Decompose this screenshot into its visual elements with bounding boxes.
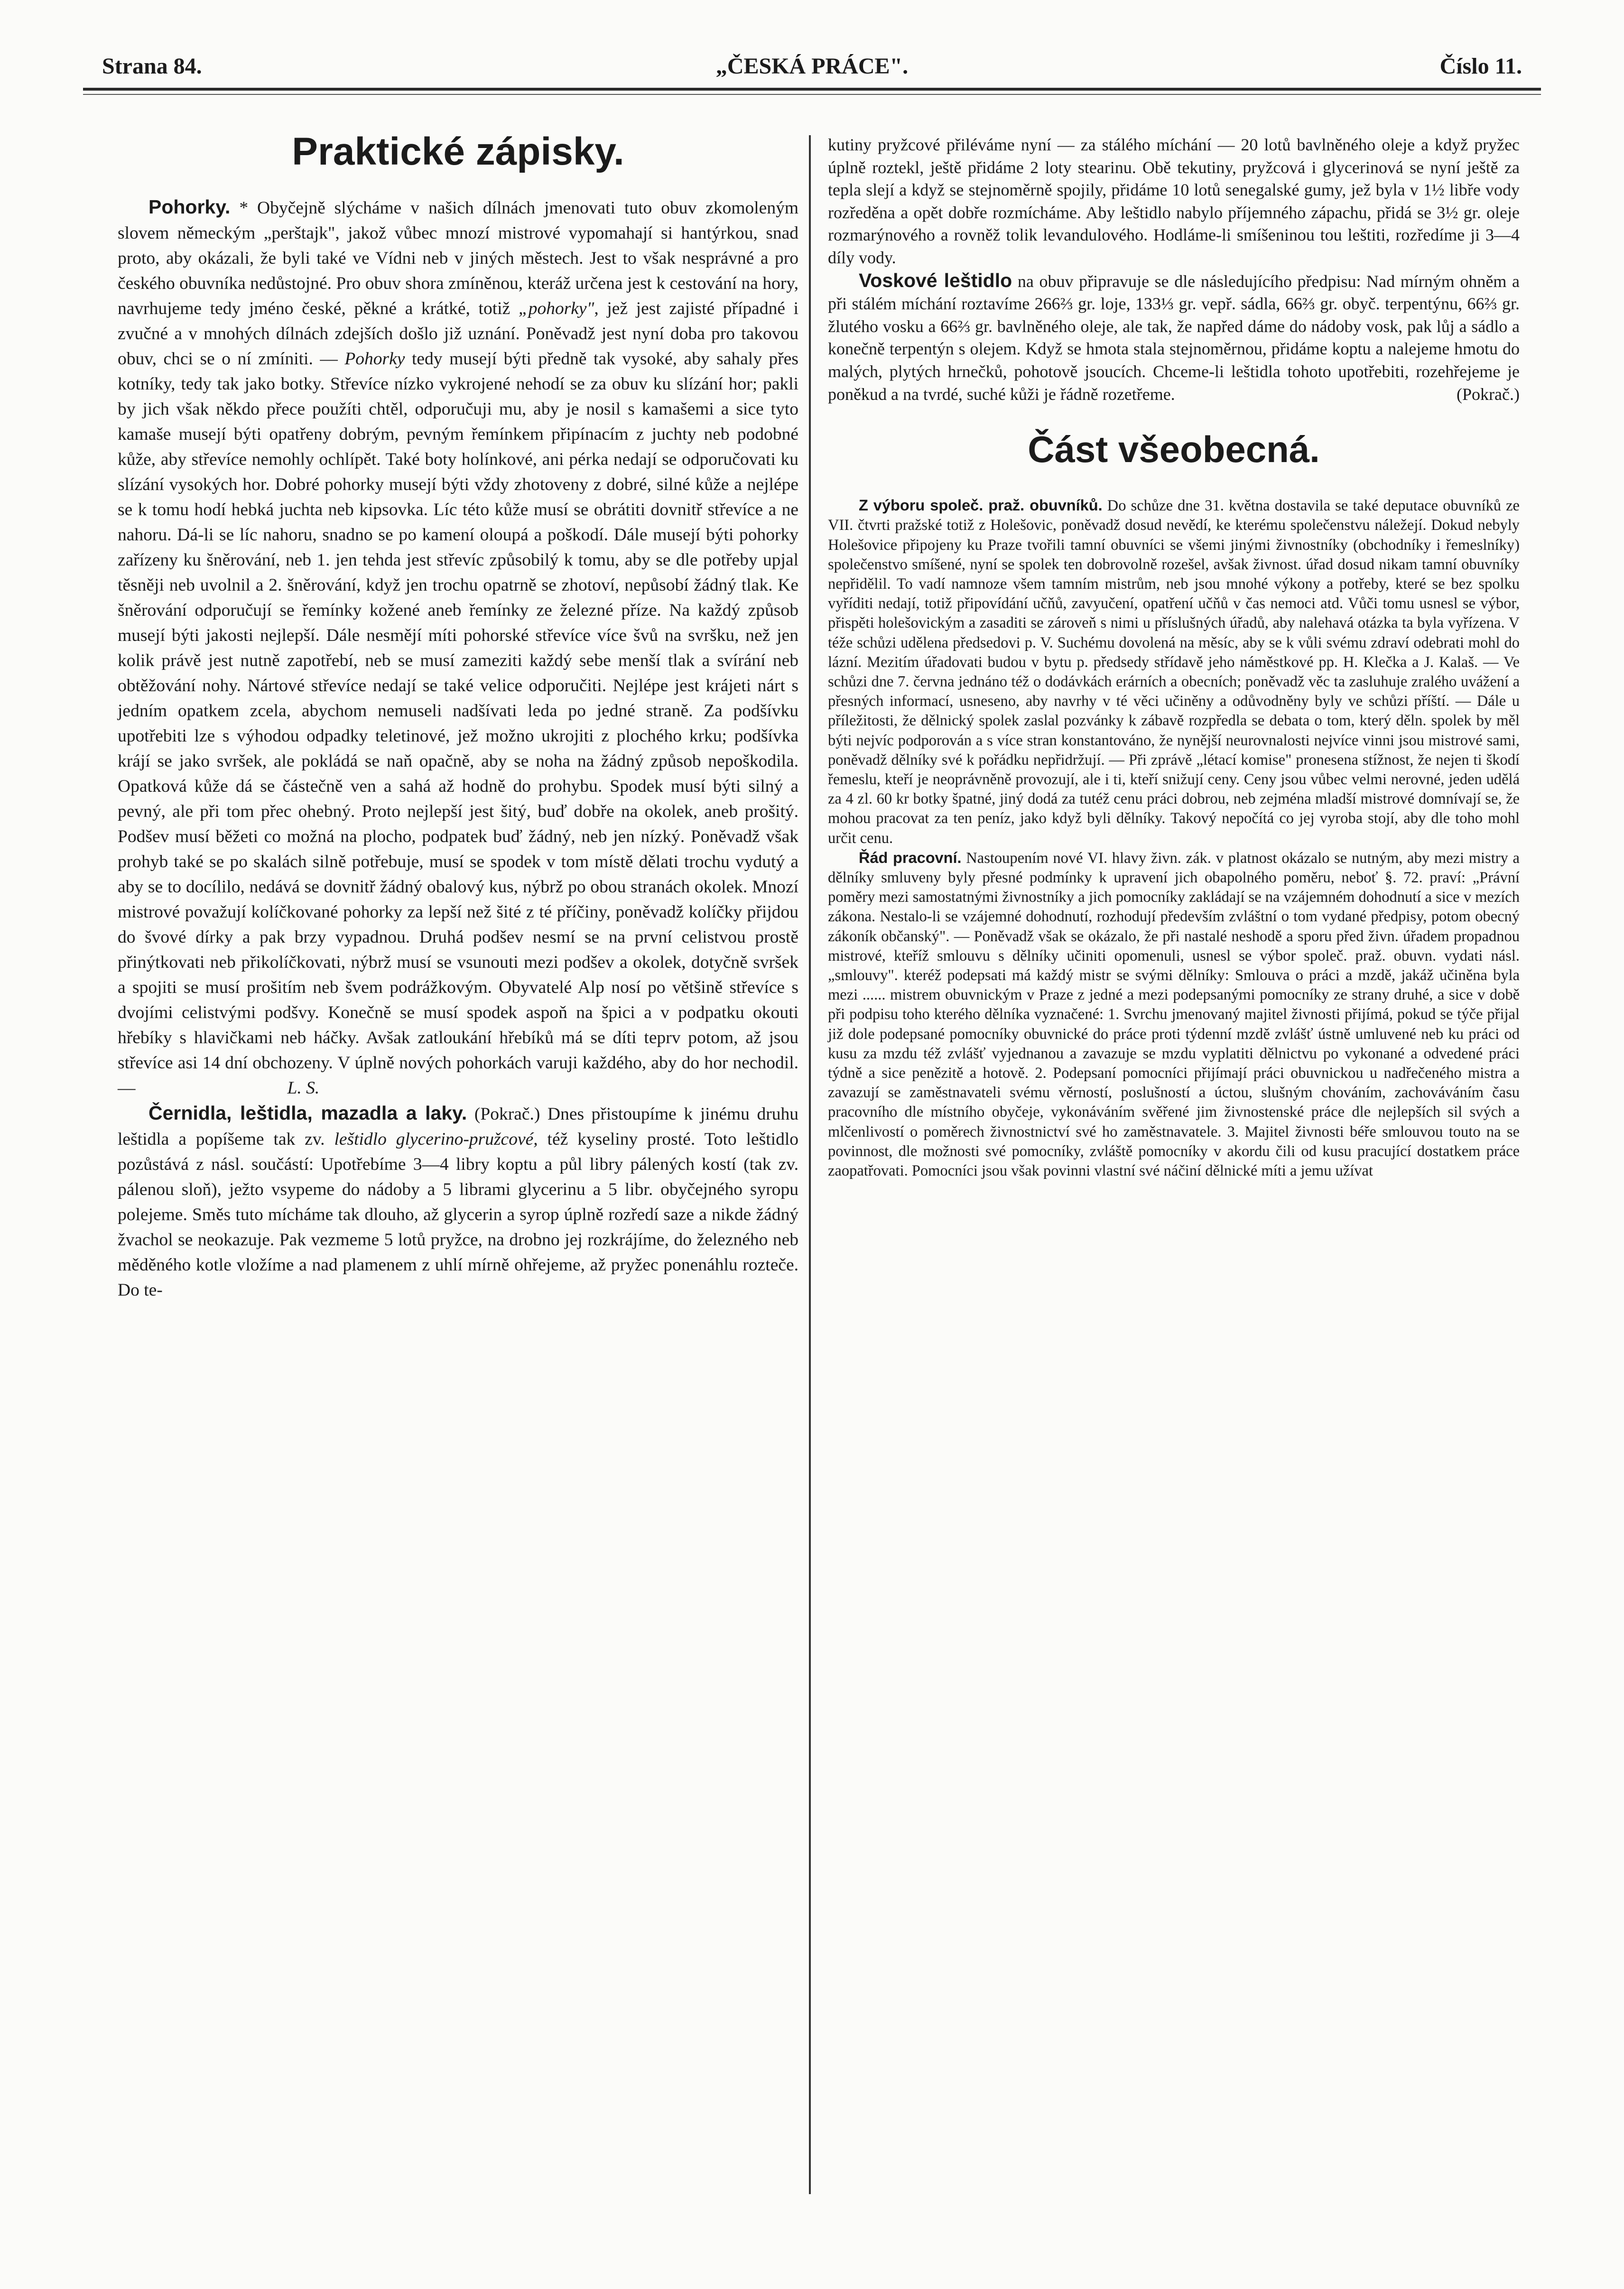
article-emphasis: Pohorky — [344, 349, 405, 369]
article-lead-voskove: Voskové leštidlo — [859, 269, 1012, 291]
article-text: též kyseliny prosté. Toto leštidlo pozůstává z násl. součástí: Upotřebíme 3—4 libry koptu a půl libry pálených kostí (tak zv. pálenou sloň), ježto vsypeme do nádoby a 5 librami glycerinu a 5 libr. obyčejného syropu polejeme. Směs tuto mícháme tak dlouho, až glycerin a syrop úplně rozředí saze a nikde žádný žvachol se neokazuje. Pak vezmeme 5 lotů pryžce, na drobno jej rozkrájíme, do železného neb měděného kotle vložíme a nad plamenem z uhlí mírně ohřejeme, až pryžec ponenáhlu roztеče. Do te- — [118, 1130, 798, 1300]
article-continuation: kutiny pryžcové přiléváme nyní — za stálého míchání — 20 lotů bavlněného oleje a když pryžec úplně roztekl, ještě přidáme 2 loty stearinu. Obě tekutiny, pryžcová i glycerinová se nyní ještě za tepla slejí a když se stejnoměrně spojily, přidáme 10 lotů senegalské gumy, jež byla v 1½ libře vody rozředěna a opět dobře rozmícháme. Aby leštidlo nabylo příjemného zápachu, přidá se 3½ gr. oleje rozmarýnového a rovněž tolik levandulového. Hodláme-li smíšeninou tou leštiti, rozředíme ji 3—4 díly vody. — [828, 135, 1520, 267]
article-text: * Obyčejně slýcháme v našich dílnách jmenovati tuto obuv zkomoleným slovem německým „perštajk", jakož vůbec mnozí mistrové vypomahají si hantýrkou, snad proto, aby okázali, že byli také ve Vídni neb v jiných městech. Jest to však nesprávné a pro českého obuvníka nedůstojné. Pro obuv shora zmíněnou, kteráž určena jest k cestování na hory, navrhujeme tedy jméno české, pěkné a krátké, totiž — [118, 198, 798, 318]
header-rule-thick — [83, 88, 1541, 91]
article-lead-cernidla: Černidla, leštidla, mazadla a laky. — [148, 1102, 467, 1124]
article-voskove — [828, 269, 1520, 406]
article-text: tedy musejí býti předně tak vysoké, aby sahaly přes kotníky, tedy tak jako botky. Střevíce nízko vykrojené nehodí se za obuv ku slízání hor; pakli by jich však někdo přece použíti chtěl, odporučuji mu, aby je nosil s kamašemi a sice tyto kamaše musejí býti opatřeny dobrým, pevným řemínkem připínacím z juchty neb podobné kůže, aby střevíce nemohly ochlípět. Také boty holínkové, ani pérka nedají se odporučovati ku slízání vysokých hor. Dobré pohorky musejí býti vždy zhotoveny z dobré, silné kůže a nejlépe se k tomu hodí hebká juchta neb kipsovka. Líc této kůže musí se obrátiti dovnitř střevíce a ne nahoru. Dá-li se líc nahoru, snadno se po kamení oloupá a poškodí. Dále musejí býti pohorky zařízeny ku šněrování, neb 1. jen tehda jest střevíc způsobilý k tomu, aby se dle potřeby upjal těsněji neb uvolnil a 2. šněrování, když jen trochu opatrně se zhotoví, nepůsobí žádný tlak. Ke šněrování odporučují se řemínky kožené aneb řemínky ze železné příze. Na každý způsob musejí býti jakosti nejlepší. Dále nesmějí míti pohorské střevíce více švů na svršku, než jen kolik právě jest nutně zapotřebí, neb se musí zameziti každý sebe menší tlak a svírání neb obtěžování nohy. Nártové střevíce nedají se také velice odporučiti. Nejlépe jest krájeti nárt s jedním opatkem zcela, abychom nemuseli nadšívati leda po jedné straně. Za podšívku upotřebiti lze s výhodou odpadky teletinové, jež možno ukrojiti z plochého krku; podšívka krájí se jako svršek, ale pokládá se naň opačně, aby se noha na žádný způsob nepoškodila. Opatková kůže dá se částečně ven a sahá až hodně do prohybu. Spodek musí býti silný a pevný, ale při tom přec ohebný. Proto nejlepší jest šitý, buď dobře na okolek, aneb prošitý. Podšev musí běžeti co možná na plocho, podpatek buď žádný, neb jen nízký. Poněvadž však prohyb také se po skalách silně potřebuje, musí se spodek v tom místě dělati trochu vydutý a aby se to docílilo, nedává se dovnitř žádný obalový kus, nýbrž po obou stranách okolek. Mnozí mistrové považují kolíčkované pohorky za lepší než šité z té příčiny, poněvadž kolíčky přijdou do švové dírky a pak brzy vypadnou. Druhá podšev nesmí se na první celistvou prostě přinýtkovati neb přikolíčkovati, nýbrž musí se vsunouti mezi podšev a okolek, dotyčně svršek a spojiti se musí prošitím neb švem podrážkovým. Obyvatelé Alp nosí po většině střevíce s dvojími celistvými podšvy. Konečně se musí spodek aspoň na špici a v podpatku okouti hřebíky s hlavičkami neb háčky. Avšak zatloukání hřebíků má se díti teprv potom, až jsou střevíce asi 14 dní obchozeny. V úplně nových pohorkách varuji každého, aby do hor nechodil. — — [118, 349, 798, 1098]
article-vybor — [828, 496, 1520, 848]
header-rule-thin — [83, 94, 1541, 95]
section-title-vseobecna: Část všeobecná. — [1028, 428, 1320, 471]
column-divider — [809, 135, 811, 2194]
general-section-body — [828, 496, 1520, 1181]
author-signature: L. S. — [287, 1078, 320, 1098]
page-number: Strana 84. — [102, 54, 202, 79]
right-column — [828, 134, 1520, 1181]
article-text: Do schůze dne 31. května dostavila se také deputace obuvníků ze VII. čtvrti pražské totiž z Holešovic, poněvadž dosud nevědí, ke kterému společenstvu náležejí. Dokud nebyly Holešovice připojeny ku Praze tvořili tamní obuvníci se všemi jinými živnostníky (obchodníky i řemeslníky) společenstvo smíšené, nyní se spolek ten dobrovolně rozešel, avšak živnost. úřad dosud nikam tamní obuvníky nepřidělil. To vadí namnoze všem tamním mistrům, neb jsou mnohé výkony a potřeby, které se bez spolku vyříditi nedají, totiž připovídání učňů, zavyučení, opatření učňů v čas nemoci atd. Vůči tomu usnesl se výbor, přispěti holešovickým a zasaditi se zároveň s nimi u příslušných úřadů, aby nalehavá otázka ta byla vyřízena. V téže schůzi udělena předsedovi p. V. Suchému dovolená na měsíc, aby se k vůli svému zdraví odebrati mohl do lázní. Mezitím úřadovati budou v bytu p. předsedy střídavě jeho náměstkové pp. H. Klečka a J. Kalaš. — Ve schůzi dne 7. června jednáno též o dodávkách erárních a obecních; poněvadž věc ta zasluhuje zralého uvážení a přesných informací, usneseno, aby navrhy v té věci učiněny a odůvodněny byly ve schůzi příští. — Dále u příležitosti, že dělnický spolek zaslal pozvánky k zábavě rozpředla se debata o tom, který děln. spolek by měl býti nejvíc podporován a s více stran konstantováno, že nynější neurovnalosti nejvíce vinni jsou mistrové sami, poněvadž dělníky své k pořádku nepřidržují. — Při zprávě „létací komise" pronesena stížnost, že nejen ti škodí řemeslu, kteří je neoprávněně provozují, ale i ti, kteří snižují ceny. Ceny jsou vůbec velmi nerovné, jeden udělá za 4 zl. 60 kr botky špatné, jiný dodá za tutéž cenu práci dobrou, neb zejména mladší mistrové domnívají se, že mohou pracovat za ten peníz, jako když byli dělníky. Takový nepočítá co jej vyroba stojí, aby dle toho mohl určit cenu. — [828, 497, 1520, 847]
section-title-prakticke: Praktické zápisky. — [292, 130, 624, 173]
article-text: (Pokrač.) Dnes přistoupíme k jinému druhu leštidla a popíšeme tak zv. — [118, 1104, 798, 1149]
article-cernidla — [118, 1101, 798, 1303]
article-text: , jež jest zajisté případné i zvučné a v mnohých dílnách zdejších došlo již uznání. Poněvadž jest nyní doba pro takovou obuv, chci se o ní zmíniti. — — [118, 299, 799, 369]
article-text: na obuv připravuje se dle následujícího předpisu: Nad mírným ohněm a při stálém míchání roztavíme 266⅔ gr. loje, 133⅓ gr. vepř. sádla, 66⅔ gr. obyč. terpentýnu, 66⅔ gr. žlutého vosku a 66⅔ gr. bavlněného oleje, ale tak, že napřed dáme do nádoby vosk, pak lůj a sádlo a konečně terpentýn s olejem. Když se hmota stala stejnoměrnou, přidáme koptu a nalejeme hmotu do malých, plytých hrnečků, pohotově jsoucích. Chceme-li leštidla tohoto upotřebiti, rozehřejeme je poněkud a na tvrdé, suché kůži je řádně rozetřeme. — [828, 271, 1520, 404]
article-emphasis: „pohorky" — [518, 299, 594, 318]
page-header — [102, 53, 1522, 86]
article-pohorky — [118, 195, 798, 1101]
issue-number: Číslo 11. — [1439, 54, 1522, 79]
article-lead-pohorky: Pohorky. — [148, 196, 231, 218]
left-column — [118, 128, 798, 1303]
article-text: Nastoupením nové VI. hlavy živn. zák. v platnost okázalo se nutným, aby mezi mistry a dělníky smluveny byly přesné podmínky k upravení jich obapolného poměru, neboť §. 72. praví: „Právní poměry mezi samostatnými živnostníky a jich pomocníky zakládají se na vzájemném dohodnutí a sice v mezích zákona. Nestalo-li se vzájemné dohodnutí, rozhodují především zvláštní o tom vydané předpisy, potom obecný zákoník občanský". — Poněvadž však se okázalo, že při nastalé neshodě a sporu před živn. úřadem propadnou mistrové, kteříž smlouvu s dělníky učiniti opomenuli, usnesl se výbor společ. praž. obuvn. vydati násl. „smlouvy". kteréž podepsati má každý mistr se svými dělníky: Smlouva o práci a mzdě, jakáž učiněna byla mezi ...... mistrem obuvnickým v Praze z jedné a mezi podepsanými pomocníky ze strany druhé, a sice v době při podpisu toho kterého dělníka vyznačené: 1. Svrchu jmenovaný majitel živnosti přijímá, pokud se týče přijal již dole podepsané pomocníky obuvnické do práce proti týdenní mzdě zvlášť ústně umluvené neb ku práci od kusu za mzdu též zvlášť vyjednanou a zavazuje se mzdu vyplatiti dělnictvu po vykonané a odvedené práci týdně a sice penězitě a hotově. 2. Podepsaní pomocníci přijímají práci obuvnickou u nadřečeného mistra a zavazují se zaměstnavateli svému věrností, poslušností a úctou, slušným chováním, zachováváním času pracovního dle místního obyčeje, vykonáváním svěřené jim živnostenské práce dle nejlepších sil svých a mlčenlivostí o poměrech živnostnictví své ho zaměstnavatele. 3. Majitel živnosti béře smlouvou touto na se povinnost, dle možnosti své pomocníky, zvláště pomocníky v akordu čili od kusu pracující dostatkem práce zaopatřovati. Pomocníci jsou však povinni vlastní své náčiní dělnické míti a jemu užívat — [828, 849, 1520, 1180]
article-emphasis: leštidlo glycerino-pružcové, — [334, 1130, 538, 1149]
article-rad-pracovni — [828, 848, 1520, 1181]
article-lead-vybor: Z výboru společ. praž. obuvníků. — [859, 497, 1103, 514]
article-lead-rad: Řád pracovní. — [859, 849, 962, 866]
publication-title: „ČESKÁ PRÁCE". — [715, 54, 909, 79]
continued-note: (Pokrač.) — [1457, 384, 1520, 404]
